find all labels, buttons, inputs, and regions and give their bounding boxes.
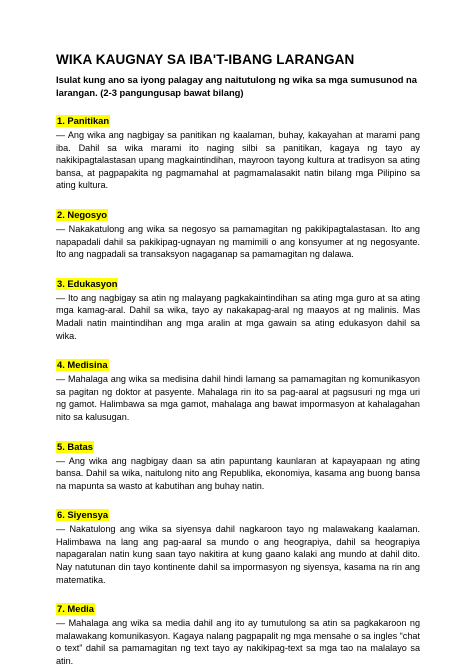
- section-panitikan: [56, 111, 420, 192]
- section-body: — Ito ang nagbigay sa atin ng malayang pagkakaintindihan sa ating mga guro at sa ating mga kamag-aral. Dahil sa wika, tayo ay nakakapag-aral ng maayos at ng malinis. Mas Madali natin maintindihan ang mga aralin at mga gawain sa ating edukasyon dahil sa wika.: [56, 292, 420, 341]
- section-body: — Nakakatulong ang wika sa negosyo sa pamamagitan ng pakikipagtalastasan. Ito ang napapadali dahil sa pakikipag-ugnayan ng mamimili o ang konsyumer at ng negosyante. Ito ang nagpadali sa transaksyon nagaganap sa pamamagitan ng dalawa.: [56, 223, 420, 260]
- section-body: — Mahalaga ang wika sa media dahil ang ito ay tumutulong sa atin sa pagkakaroon ng malawakang komunikasyon. Kagaya nalang pagpapalit ng mga mensahe o sa ingles “chat o text” dahil sa pamamagitan ng text tayo ay nakikipag-text sa mga tao na malalayo sa atin.: [56, 618, 420, 667]
- section-siyensya: [56, 505, 420, 586]
- section-heading: 6. Siyensya: [57, 509, 109, 521]
- section-body: — Nakatulong ang wika sa siyensya dahil nagkaroon tayo ng malawakang kaalaman. Halimbawa na lang ang pag-aaral sa mundo o ang heograpiya, dahil sa heograpiya napagaralan natin kung saan tayo nakitira at kung gaano kalaki ang mundo at dahil dito. Nay natutunan din tayo kontinente dahil sa impormasyon ng siyensya, kasama na rin ang matematika.: [56, 524, 420, 585]
- section-negosyo: [56, 205, 420, 261]
- section-heading: 3. Edukasyon: [57, 277, 118, 289]
- section-body: — Ang wika ang nagbigay sa panitikan ng kaalaman, buhay, kakayahan at marami pang iba. Dahil sa wika marami ito naging silbi sa panitikan, kagaya ng tayo ay nakikipagtalastasan upang magkaintindihan, mayroon tayong kultura at tradisyon sa ating bansa, at pagpapakita ng pagmamahal at pagmamalasakit natin bilang mga Pilipino sa ating kultura.: [56, 130, 420, 191]
- document-title: WIKA KAUGNAY SA IBA'T-IBANG LARANGAN: [56, 52, 355, 67]
- section-medisina: [56, 355, 420, 423]
- section-heading: 1. Panitikan: [57, 115, 110, 126]
- section-edukasyon: [56, 274, 420, 342]
- document-instructions: Isulat kung ano sa iyong palagay ang naitutulong ng wika sa mga sumusunod na larangan. (2-3 pangungusap bawat bilang): [56, 74, 417, 98]
- section-media: [56, 599, 420, 667]
- section-heading: 5. Batas: [57, 440, 93, 452]
- section-batas: [56, 437, 420, 493]
- section-heading: 4. Medisina: [57, 359, 108, 371]
- section-body: — Ang wika ang nagbigay daan sa atin papuntang kaunlaran at kapayapaan ng ating bansa. Dahil sa wika, naitulong nito ang Republika, ekonomiya, kasama ang buong bansa na mapunta sa wasto at kabutihan ang buhay natin.: [56, 455, 420, 491]
- section-body: — Mahalaga ang wika sa medisina dahil hindi lamang sa pamamagitan ng komunikasyon sa pagitan ng doktor at pasyente. Mahalaga rin ito sa pag-aaral at pagsusuri ng mga uri ng gamot. Halimbawa sa mga gamot, mahalaga ang bawat impormasyon at kahalagahan nito sa kalusugan.: [56, 374, 420, 422]
- section-heading: 7. Media: [57, 603, 94, 615]
- section-heading: 2. Negosyo: [57, 208, 108, 220]
